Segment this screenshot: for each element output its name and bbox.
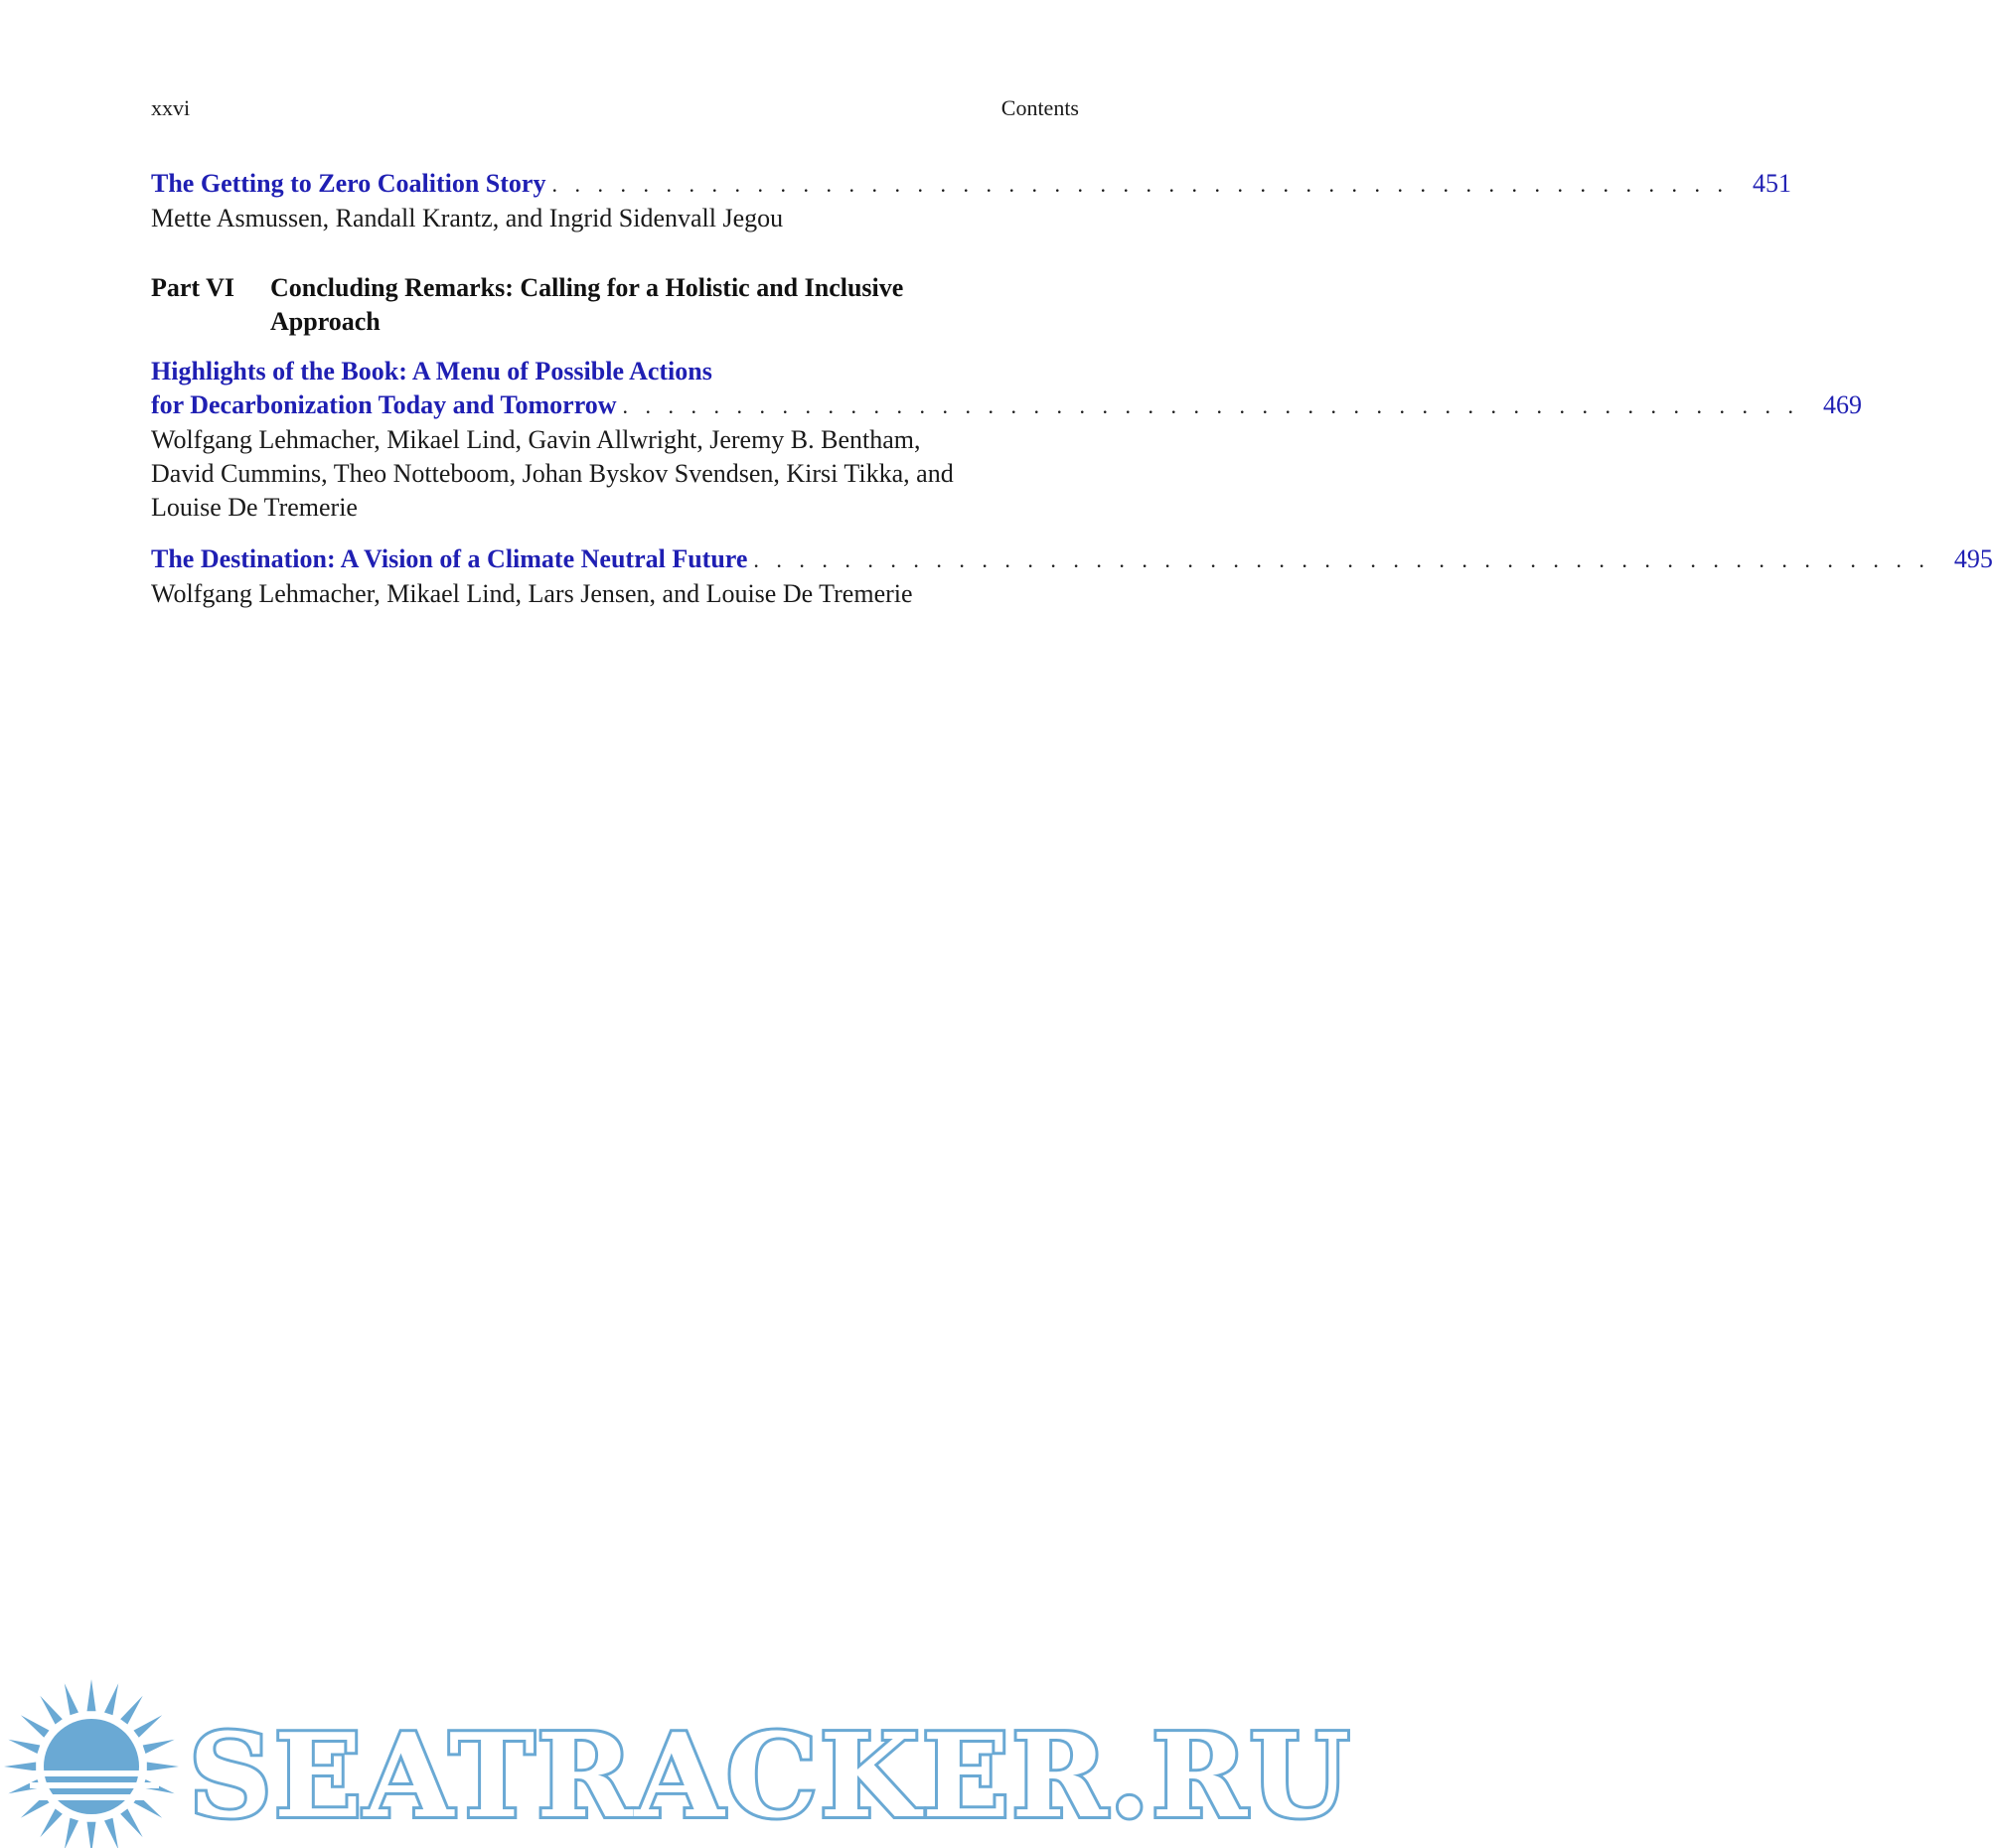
running-head (151, 95, 1079, 121)
sun-ray (104, 1683, 118, 1715)
sun-ray (87, 1679, 96, 1711)
toc-title-line[interactable] (151, 167, 1791, 202)
toc-entry-authors: Mette Asmussen, Randall Krantz, and Ingrid Sidenvall Jegou (151, 204, 784, 232)
toc-entry-title[interactable]: The Destination: A Vision of a Climate Neutral Future (151, 544, 748, 573)
toc-entry-title[interactable]: The Getting to Zero Coalition Story (151, 169, 546, 198)
sun-ray (134, 1715, 163, 1738)
sun-ray (4, 1763, 36, 1771)
toc-entry-title[interactable]: Highlights of the Book: A Menu of Possible Actions (151, 357, 712, 385)
sun-ray (87, 1822, 96, 1848)
sun-ray (120, 1696, 143, 1725)
sun-ray (40, 1809, 63, 1838)
sun-ray (8, 1740, 40, 1754)
table-of-contents (151, 167, 1993, 629)
toc-entry (151, 542, 1993, 611)
part-title: Concluding Remarks: Calling for a Holistic and Inclusive Approach (270, 273, 904, 336)
watermark (0, 1679, 1352, 1848)
sun-ray (143, 1740, 175, 1754)
part-heading (151, 271, 1079, 339)
dot-leader: . . . . . . . . . . . . . . . . . . . . . . . . . . . . . . . . . . . . . . . . . . . . . . . . . . . . (622, 393, 1800, 418)
sun-ray (120, 1809, 143, 1838)
part-number: Part VI (151, 273, 235, 302)
toc-entry-title-continued[interactable]: for Decarbonization Today and Tomorrow (151, 390, 617, 419)
page-number: xxvi (151, 95, 191, 120)
sun-ray (65, 1818, 78, 1848)
toc-entry (151, 167, 1791, 235)
toc-page-number[interactable]: 451 (1752, 169, 1791, 198)
toc-entry (151, 355, 1863, 525)
dot-leader: . . . . . . . . . . . . . . . . . . . . . . . . . . . . . . . . . . . . . . . . . . . . . . . . . . . . (753, 547, 1930, 572)
sun-ray (104, 1818, 118, 1848)
watermark-text: SEATRACKER.RU (189, 1709, 1352, 1844)
toc-title-line[interactable] (151, 388, 1863, 423)
sun-icon (0, 1679, 189, 1848)
toc-page-number[interactable]: 469 (1823, 390, 1863, 419)
toc-entry-authors: Wolfgang Lehmacher, Mikael Lind, Gavin Allwright, Jeremy B. Bentham, David Cummins, Theo Notteboom, Johan Byskov Svendsen, Kirsi Tikka, and Louise De Tremerie (151, 425, 954, 522)
sun-ray (147, 1763, 179, 1771)
toc-page-number[interactable]: 495 (1953, 544, 1993, 573)
toc-entry-authors: Wolfgang Lehmacher, Mikael Lind, Lars Jensen, and Louise De Tremerie (151, 579, 913, 608)
toc-title-line[interactable] (151, 542, 1993, 577)
sun-ray (65, 1683, 78, 1715)
sun-ray (21, 1715, 50, 1738)
sun-ray (40, 1696, 63, 1725)
dot-leader: . . . . . . . . . . . . . . . . . . . . . . . . . . . . . . . . . . . . . . . . . . . . . . . . . . . . (551, 172, 1729, 197)
running-head-section: Contents (1000, 95, 1079, 120)
